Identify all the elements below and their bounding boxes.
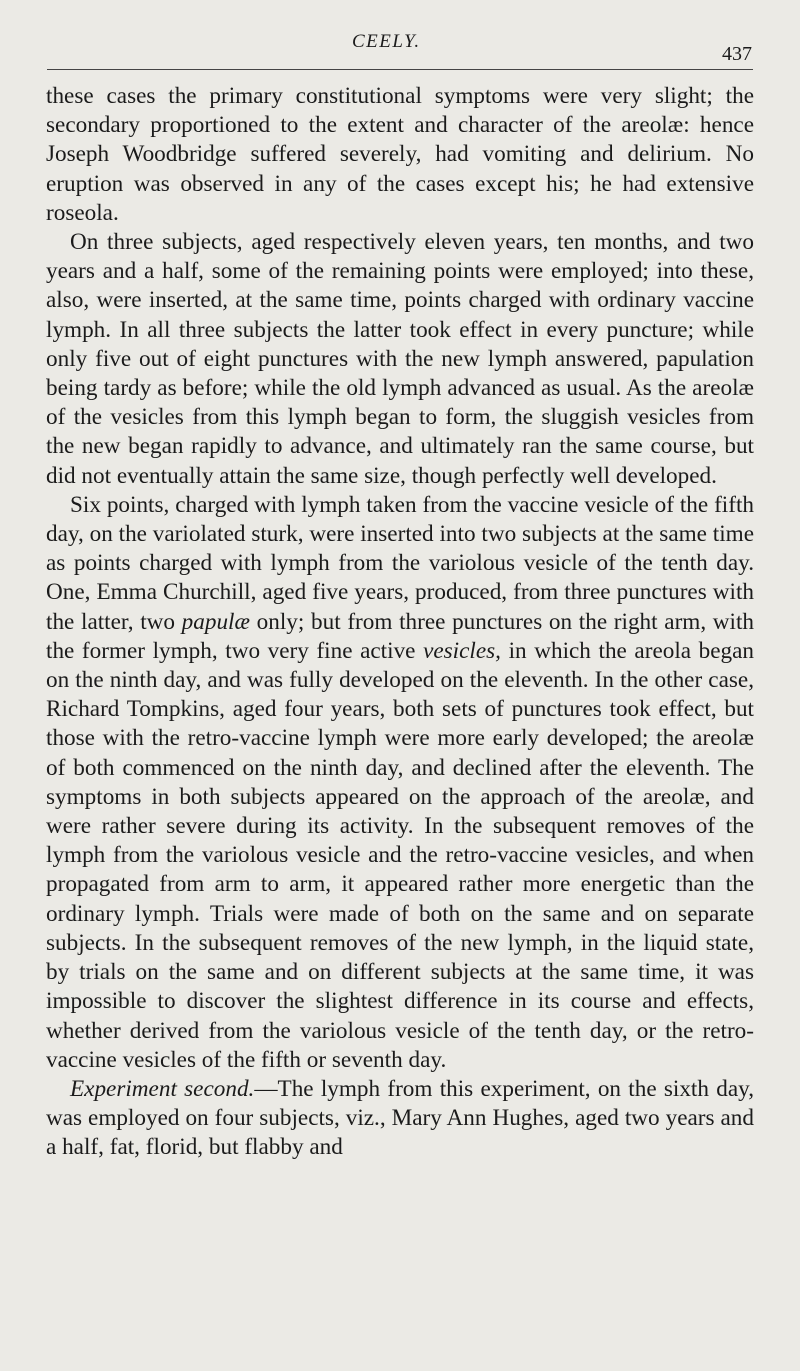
paragraph-3-part-a: Six points, charged with lymph taken from the vaccine vesicle of the fifth day, on the variolated sturk, were inserted into two subjects at the same time as points charged with lymph from the variolous vesicle of the tenth day. One, Emma Churchill, aged five years, produced, from three punctures with the latter, two [46, 491, 754, 635]
italic-vesicles: vesicles, [423, 637, 501, 664]
paragraph-2: On three subjects, aged respectively eleven years, ten months, and two years and a half, some of the remaining points were employed; into these, also, were inserted, at the same time, points charged with ordinary vaccine lymph. In all three subjects the latter took effect in every puncture; while only five out of eight punctures with the new lymph answered, papulation being tardy as before; while the old lymph advanced as usual. As the areolæ of the vesicles from this lymph began to form, the sluggish vesicles from the new began rapidly to advance, and ultimately ran the same course, but did not eventually attain the same size, though perfectly well developed. [46, 229, 754, 489]
paragraph-1: these cases the primary constitutional symptoms were very slight; the secondary proportioned to the extent and character of the areolæ: hence Joseph Woodbridge suffered severely, had vomiting and delirium. No eruption was observed in any of the cases except his; he had extensive roseola. [46, 83, 754, 226]
paragraph-3-part-c: in which the areola began on the ninth day, and was fully developed on the eleventh. In the other case, Richard Tompkins, aged four years, both sets of punctures took effect, but those with the retro-vaccine lymph were more early developed; the areolæ of both commenced on the ninth day, and declined after the eleventh. The symptoms in both subjects appeared on the approach of the areolæ, and were rather severe during its activity. In the subsequent removes of the lymph from the variolous vesicle and the retro-vaccine vesicles, and when propagated from arm to arm, it appeared rather more energetic than the ordinary lymph. Trials were made of both on the same and on separate subjects. In the subsequent removes of the new lymph, in the liquid state, by trials on the same and on different subjects at the same time, it was impossible to discover the slightest difference in its course and effects, whether derived from the variolous vesicle of the tenth day, or the retro-vaccine vesicles of the fifth or seventh day. [46, 637, 755, 1073]
italic-papulae: papulæ [181, 608, 250, 635]
running-head [0, 31, 800, 65]
paragraph-3 [46, 491, 754, 1075]
experiment-heading: Experiment second. [70, 1075, 255, 1102]
page-number: 437 [722, 43, 752, 65]
paragraph-3-part-b: only; but from three punctures on the right arm, with the former lymph, two very fine active [46, 608, 755, 664]
header-rule [47, 69, 753, 70]
paragraph-4-text: —The lymph from this experiment, on the sixth day, was employed on four subjects, viz., Mary Ann Hughes, aged two years and a half, fat, florid, but flabby and [46, 1075, 755, 1161]
running-title: CEELY. [352, 31, 421, 52]
paragraph-4 [46, 1075, 754, 1163]
body-text [46, 82, 754, 1163]
